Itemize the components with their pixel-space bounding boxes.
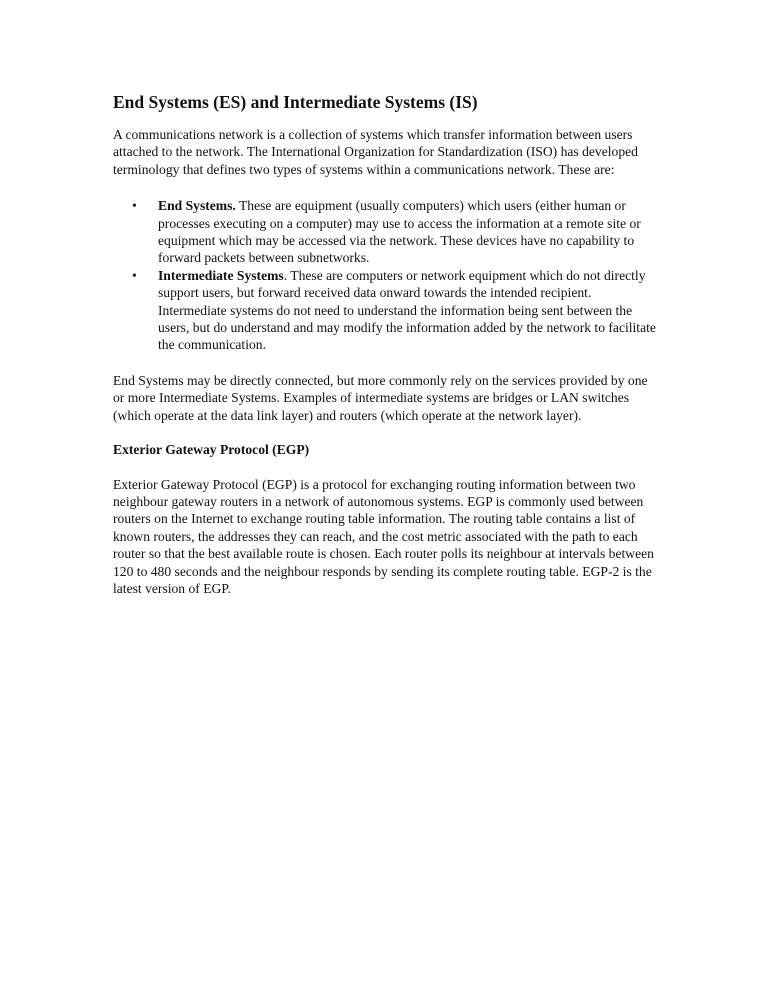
intermediate-systems-description: . These are computers or network equipment which do not directly support users, but forward received data onward towards the intended recipient. Intermediate systems do not need to understand the information being sent between the users, but do understand and may modify the information added by the network to facilitate the communication. — [158, 267, 656, 353]
bullet-icon: • — [132, 198, 137, 214]
intro-paragraph: A communications network is a collection of systems which transfer information between users attached to the network. The International Organization for Standardization (ISO) has developed terminology that defines two types of systems within a communications network. These are: — [113, 127, 638, 177]
term-intermediate-systems: Intermediate Systems — [158, 267, 284, 283]
term-end-systems: End Systems. — [158, 198, 236, 214]
egp-paragraph: Exterior Gateway Protocol (EGP) is a protocol for exchanging routing information between two neighbour gateway routers in a network of autonomous systems. EGP is commonly used between routers on the Internet to exchange routing table information. The routing table contains a list of known routers, the addresses they can reach, and the cost metric associated with the path to each router so that the best available route is chosen. Each router polls its neighbour at intervals between 120 to 480 seconds and the neighbour responds by sending its complete routing table. EGP-2 is the latest version of EGP. — [113, 476, 654, 596]
document-body — [113, 91, 658, 597]
list-item-intermediate-systems — [113, 267, 658, 354]
bullet-icon: • — [132, 267, 137, 283]
systems-list — [113, 197, 658, 354]
end-systems-description: These are equipment (usually computers) which users (either human or processes executing on a computer) may use to access the information at a remote site or equipment which may be accessed via the network. These devices have no capability to forward packets between subnetworks. — [158, 198, 641, 266]
egp-heading: Exterior Gateway Protocol (EGP) — [113, 442, 310, 458]
document-title: End Systems (ES) and Intermediate Systems (IS) — [113, 92, 478, 112]
connection-paragraph: End Systems may be directly connected, but more commonly rely on the services provided by one or more Intermediate Systems. Examples of intermediate systems are bridges or LAN switches (which operate at the data link layer) and routers (which operate at the network layer). — [113, 372, 648, 423]
list-item-end-systems — [113, 197, 658, 267]
